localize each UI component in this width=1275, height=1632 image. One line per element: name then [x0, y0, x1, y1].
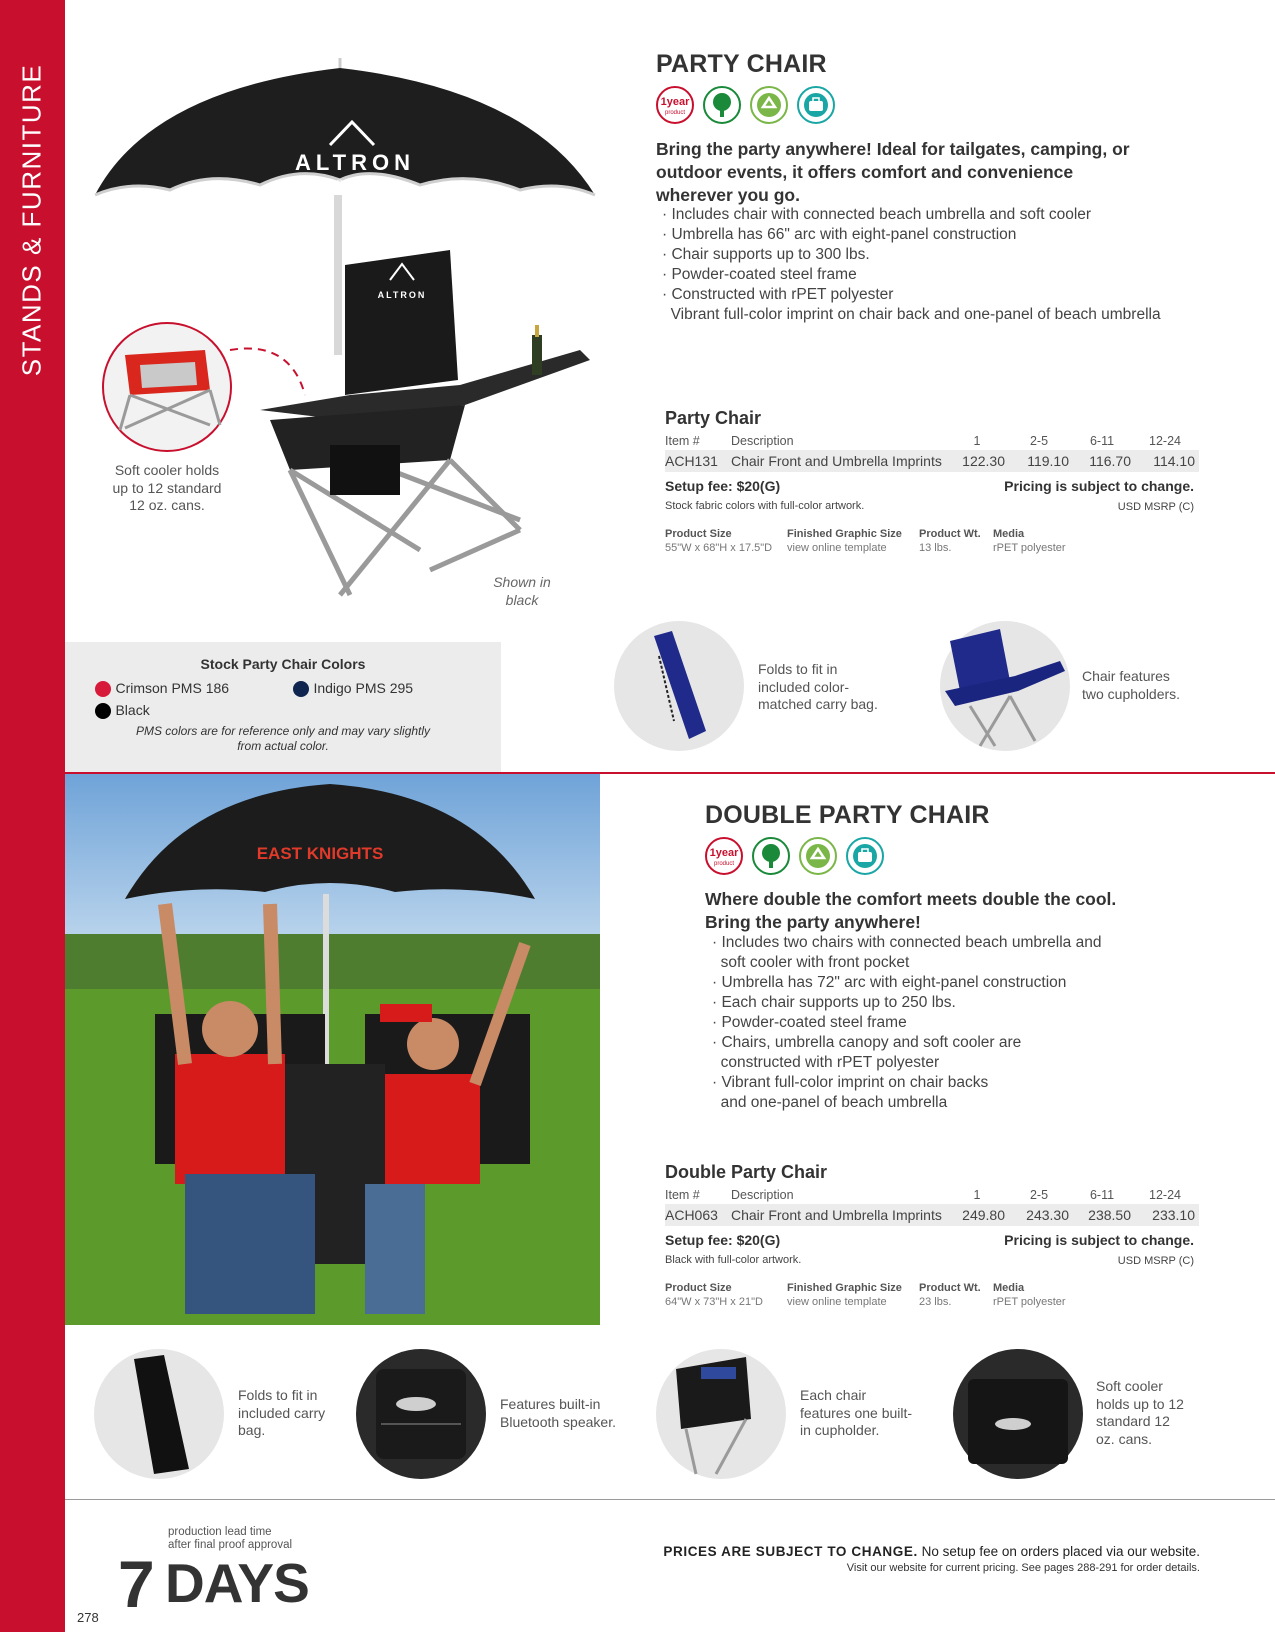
svg-text:product: product — [664, 110, 686, 116]
double-cupholder-photo — [656, 1349, 786, 1479]
double-party-chair-features — [712, 933, 1101, 1113]
table-header: Description — [731, 434, 794, 448]
item-number: ACH063 — [665, 1204, 731, 1226]
item-number: ACH131 — [665, 450, 731, 472]
spec-graphic-size: Finished Graphic Size view online template — [787, 1282, 902, 1308]
spec-product-size: Product Size 64"W x 73"H x 21"D — [665, 1282, 763, 1308]
lead-time-number: 7 — [118, 1547, 154, 1621]
color-swatch-black: Black — [95, 702, 150, 720]
shown-in-caption: Shown in black — [493, 574, 551, 608]
item-description: Chair Front and Umbrella Imprints — [731, 450, 949, 472]
spec-product-size: Product Size 55"W x 68"H x 17.5"D — [665, 528, 773, 554]
1-year-product-icon — [656, 86, 694, 124]
feature-item: constructed with rPET polyester — [712, 1054, 940, 1071]
price-cell: 114.10 — [1135, 450, 1199, 472]
feature-item: · Constructed with rPET polyester — [662, 286, 894, 303]
lead-time-label: production lead time after final proof approval — [168, 1526, 293, 1551]
umbrella-logo: ALTRON — [294, 150, 416, 175]
party-chair-title: PARTY CHAIR — [656, 50, 827, 78]
recycle-icon — [799, 837, 837, 875]
spec-weight: Product Wt. 23 lbs. — [919, 1282, 981, 1308]
feature-item: · Includes chair with connected beach umbrella and soft cooler — [662, 206, 1092, 223]
double-party-chair-pricing-note: Pricing is subject to change. — [1004, 1232, 1194, 1248]
party-chair-specs — [665, 528, 1093, 554]
feature-item: · Vibrant full-color imprint on chair backs — [712, 1074, 989, 1091]
double-carry-bag-photo — [94, 1349, 224, 1479]
tree-icon — [752, 837, 790, 875]
feature-item: · Umbrella has 66" arc with eight-panel construction — [662, 226, 1017, 243]
footer-divider — [65, 1499, 1275, 1500]
table-header: 1 — [973, 1188, 981, 1202]
table-header: Item # — [665, 434, 700, 448]
spec-weight: Product Wt. 13 lbs. — [919, 528, 981, 554]
table-header: Item # — [665, 1188, 700, 1202]
party-chair-setup-fee: Setup fee: $20(G) — [665, 478, 781, 494]
feature-item: soft cooler with front pocket — [712, 954, 910, 971]
feature-item: and one-panel of beach umbrella — [712, 1094, 948, 1111]
double-cooler-caption: Soft cooler holds up to 12 standard 12 oz. cans. — [1096, 1378, 1184, 1447]
color-swatch-indigo: Indigo PMS 295 — [293, 680, 413, 698]
table-header: 12-24 — [1149, 434, 1181, 448]
bluetooth-speaker-photo — [356, 1349, 486, 1479]
item-description: Chair Front and Umbrella Imprints — [731, 1204, 949, 1226]
photo-umbrella-logo: EAST KNIGHTS — [256, 844, 384, 863]
double-party-chair-price-table — [665, 1186, 1199, 1226]
party-chair-icons — [656, 86, 835, 124]
cooler-caption: Soft cooler holds up to 12 standard 12 oz. cans. — [112, 462, 222, 513]
table-header: 1 — [973, 434, 981, 448]
feature-item: · Powder-coated steel frame — [662, 266, 857, 283]
double-party-chair-stock-note: Black with full-color artwork. — [665, 1254, 802, 1266]
prices-notice-bold: PRICES ARE SUBJECT TO CHANGE. — [663, 1544, 918, 1559]
stock-colors-box — [65, 642, 501, 772]
recycle-icon — [750, 86, 788, 124]
double-party-chair-title: DOUBLE PARTY CHAIR — [705, 801, 990, 829]
table-header: 12-24 — [1149, 1188, 1181, 1202]
svg-text:1year: 1year — [709, 847, 739, 859]
double-party-chair-specs — [665, 1282, 1093, 1308]
party-chair-price-table — [665, 432, 1199, 472]
price-cell: 119.10 — [1009, 450, 1073, 472]
double-party-chair-msrp: USD MSRP (C) — [1117, 1255, 1194, 1267]
prices-notice — [600, 1544, 1200, 1559]
carry-bag-photo — [614, 621, 744, 751]
stock-colors-title: Stock Party Chair Colors — [200, 656, 366, 672]
svg-text:ALTRON: ALTRON — [377, 290, 427, 300]
table-row — [665, 1204, 1199, 1226]
bluetooth-speaker-caption: Features built-in Bluetooth speaker. — [500, 1396, 616, 1430]
double-cupholder-caption: Each chair features one built-in cupholder. — [800, 1387, 913, 1438]
spec-media: Media rPET polyester — [993, 528, 1066, 554]
table-header: 2-5 — [1029, 1188, 1049, 1202]
cupholder-photo — [940, 621, 1070, 751]
table-header: Description — [731, 1188, 794, 1202]
table-header: 6-11 — [1089, 1188, 1115, 1202]
1-year-product-icon — [705, 837, 743, 875]
double-party-chair-table-title: Double Party Chair — [665, 1162, 828, 1182]
price-cell: 243.30 — [1009, 1204, 1073, 1226]
tree-icon — [703, 86, 741, 124]
table-row — [665, 450, 1199, 472]
spec-graphic-size: Finished Graphic Size view online template — [787, 528, 902, 554]
double-party-chair-setup-fee: Setup fee: $20(G) — [665, 1232, 781, 1248]
website-note: Visit our website for current pricing. See pages 288-291 for order details. — [846, 1562, 1200, 1574]
price-cell: 233.10 — [1135, 1204, 1199, 1226]
briefcase-icon — [846, 837, 884, 875]
party-chair-table-title: Party Chair — [665, 408, 762, 428]
umbrella-logo-sub: ENGINEERS — [319, 178, 391, 188]
feature-item: · Each chair supports up to 250 lbs. — [712, 994, 956, 1011]
page-number: 278 — [77, 1610, 99, 1625]
double-party-chair-photo — [65, 774, 600, 1325]
party-chair-msrp: USD MSRP (C) — [1117, 501, 1194, 513]
feature-item: · Powder-coated steel frame — [712, 1014, 907, 1031]
price-cell: 238.50 — [1073, 1204, 1135, 1226]
svg-text:1year: 1year — [660, 96, 690, 108]
price-cell: 122.30 — [949, 450, 1009, 472]
party-chair-pricing-note: Pricing is subject to change. — [1004, 478, 1194, 494]
cooler-detail-photo — [100, 320, 234, 454]
double-party-chair-tagline: Where double the comfort meets double the cool. Bring the party anywhere! — [705, 889, 1117, 932]
carry-bag-caption: Folds to fit in included color-matched carry bag. — [758, 661, 878, 712]
feature-item: · Includes two chairs with connected beach umbrella and — [712, 934, 1102, 951]
party-chair-stock-note: Stock fabric colors with full-color artwork. — [665, 500, 865, 512]
pms-note: PMS colors are for reference only and may vary slightly from actual color. — [135, 724, 431, 753]
table-header: 6-11 — [1089, 434, 1115, 448]
party-chair-features — [662, 205, 1161, 325]
lead-time-days: DAYS — [165, 1552, 309, 1614]
section-title: STANDS & FURNITURE — [16, 63, 47, 377]
briefcase-icon — [797, 86, 835, 124]
cupholder-caption: Chair features two cupholders. — [1082, 668, 1181, 702]
feature-item: · Umbrella has 72" arc with eight-panel construction — [712, 974, 1067, 991]
feature-item: Vibrant full-color imprint on chair back and one-panel of beach umbrella — [662, 306, 1161, 323]
feature-item: · Chair supports up to 300 lbs. — [662, 246, 870, 263]
feature-item: · Chairs, umbrella canopy and soft cooler are — [712, 1034, 1022, 1051]
color-swatch-crimson: Crimson PMS 186 — [95, 680, 229, 698]
price-cell: 249.80 — [949, 1204, 1009, 1226]
price-cell: 116.70 — [1073, 450, 1135, 472]
svg-text:product: product — [713, 861, 735, 867]
double-party-chair-icons — [705, 837, 884, 875]
prices-notice-rest: No setup fee on orders placed via our website. — [917, 1544, 1200, 1559]
double-carry-bag-caption: Folds to fit in included carry bag. — [238, 1387, 326, 1438]
table-header: 2-5 — [1029, 434, 1049, 448]
spec-media: Media rPET polyester — [993, 1282, 1066, 1308]
double-cooler-photo — [953, 1349, 1083, 1479]
party-chair-tagline: Bring the party anywhere! Ideal for tailgates, camping, or outdoor events, it offers comfort and convenience wherever you go. — [656, 139, 1130, 205]
